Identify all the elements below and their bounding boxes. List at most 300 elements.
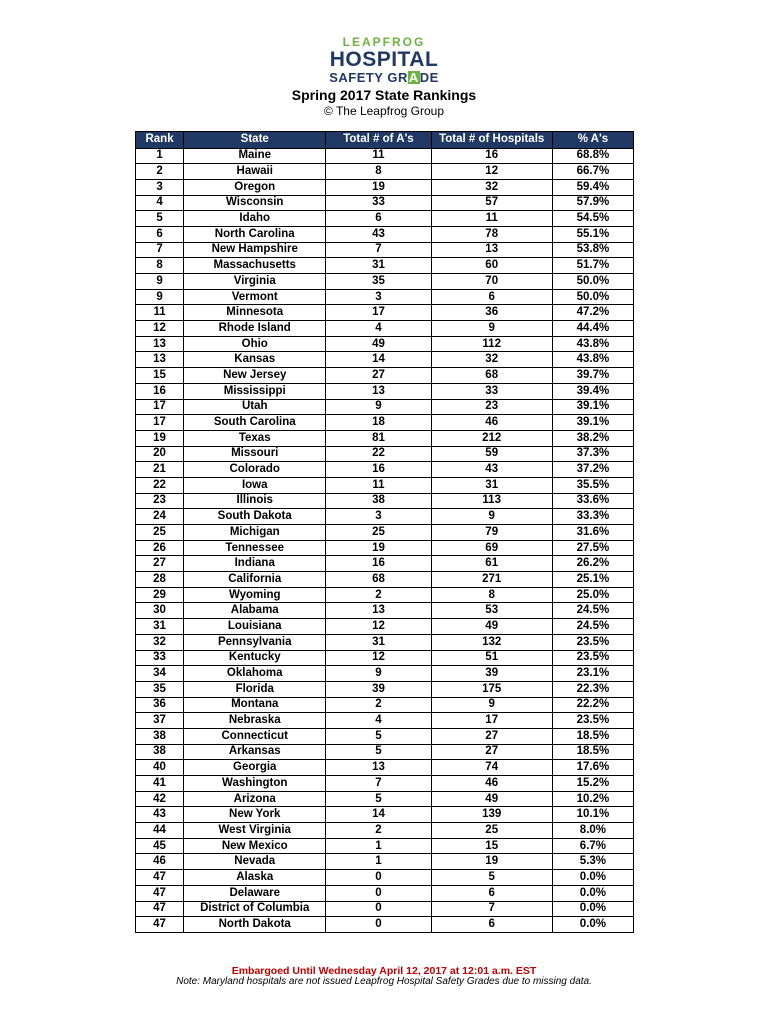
embargo-notice: Embargoed Until Wednesday April 12, 2017 at 12:01 a.m. EST xyxy=(231,965,537,977)
cell-total-hospitals: 53 xyxy=(431,603,552,619)
cell-state: North Dakota xyxy=(184,917,326,933)
leapfrog-logo xyxy=(0,36,768,85)
cell-total-hospitals: 49 xyxy=(431,791,552,807)
cell-total-hospitals: 61 xyxy=(431,556,552,572)
cell-total-as: 43 xyxy=(326,226,431,242)
table-row xyxy=(136,619,634,635)
table-row xyxy=(136,164,634,180)
cell-percent-as: 57.9% xyxy=(552,195,633,211)
cell-total-hospitals: 79 xyxy=(431,525,552,541)
table-row xyxy=(136,321,634,337)
cell-total-as: 11 xyxy=(326,148,431,164)
logo-safety-gr: SAFETY GR xyxy=(329,70,408,85)
table-row xyxy=(136,838,634,854)
table-row xyxy=(136,179,634,195)
cell-percent-as: 18.5% xyxy=(552,728,633,744)
cell-total-hospitals: 12 xyxy=(431,164,552,180)
header-total-hospitals: Total # of Hospitals xyxy=(431,132,552,149)
cell-state: Maine xyxy=(184,148,326,164)
cell-total-hospitals: 32 xyxy=(431,179,552,195)
cell-state: Arizona xyxy=(184,791,326,807)
cell-total-hospitals: 139 xyxy=(431,807,552,823)
cell-percent-as: 0.0% xyxy=(552,901,633,917)
cell-percent-as: 47.2% xyxy=(552,305,633,321)
cell-percent-as: 5.3% xyxy=(552,854,633,870)
cell-state: Missouri xyxy=(184,446,326,462)
cell-rank: 46 xyxy=(136,854,184,870)
table-row xyxy=(136,728,634,744)
table-row xyxy=(136,289,634,305)
cell-rank: 17 xyxy=(136,399,184,415)
cell-total-hospitals: 13 xyxy=(431,242,552,258)
cell-state: Illinois xyxy=(184,493,326,509)
cell-state: Idaho xyxy=(184,211,326,227)
table-row xyxy=(136,681,634,697)
cell-total-as: 18 xyxy=(326,415,431,431)
table-row xyxy=(136,211,634,227)
cell-total-as: 0 xyxy=(326,870,431,886)
cell-state: Rhode Island xyxy=(184,321,326,337)
cell-rank: 6 xyxy=(136,226,184,242)
cell-total-hospitals: 5 xyxy=(431,870,552,886)
cell-total-hospitals: 132 xyxy=(431,634,552,650)
cell-percent-as: 33.3% xyxy=(552,509,633,525)
cell-state: Michigan xyxy=(184,525,326,541)
cell-rank: 47 xyxy=(136,917,184,933)
cell-state: Oklahoma xyxy=(184,666,326,682)
cell-percent-as: 15.2% xyxy=(552,776,633,792)
cell-state: Louisiana xyxy=(184,619,326,635)
cell-rank: 43 xyxy=(136,807,184,823)
cell-state: Nebraska xyxy=(184,713,326,729)
table-row xyxy=(136,823,634,839)
cell-total-hospitals: 112 xyxy=(431,336,552,352)
cell-total-as: 22 xyxy=(326,446,431,462)
cell-total-as: 1 xyxy=(326,838,431,854)
cell-total-hospitals: 9 xyxy=(431,697,552,713)
cell-total-hospitals: 49 xyxy=(431,619,552,635)
cell-total-hospitals: 6 xyxy=(431,289,552,305)
cell-total-as: 27 xyxy=(326,368,431,384)
cell-rank: 25 xyxy=(136,525,184,541)
cell-percent-as: 18.5% xyxy=(552,744,633,760)
cell-total-hospitals: 57 xyxy=(431,195,552,211)
cell-total-as: 4 xyxy=(326,713,431,729)
cell-percent-as: 53.8% xyxy=(552,242,633,258)
table-row xyxy=(136,430,634,446)
cell-percent-as: 66.7% xyxy=(552,164,633,180)
cell-total-hospitals: 60 xyxy=(431,258,552,274)
logo-line-hospital: HOSPITAL xyxy=(329,48,439,71)
cell-state: Pennsylvania xyxy=(184,634,326,650)
cell-percent-as: 10.2% xyxy=(552,791,633,807)
cell-total-hospitals: 8 xyxy=(431,587,552,603)
cell-percent-as: 23.5% xyxy=(552,713,633,729)
table-row xyxy=(136,242,634,258)
table-row xyxy=(136,336,634,352)
cell-rank: 20 xyxy=(136,446,184,462)
cell-rank: 33 xyxy=(136,650,184,666)
cell-total-as: 12 xyxy=(326,619,431,635)
cell-rank: 1 xyxy=(136,148,184,164)
cell-rank: 35 xyxy=(136,681,184,697)
table-row xyxy=(136,195,634,211)
table-row xyxy=(136,493,634,509)
cell-total-as: 14 xyxy=(326,352,431,368)
cell-total-as: 0 xyxy=(326,917,431,933)
cell-rank: 38 xyxy=(136,728,184,744)
cell-total-hospitals: 16 xyxy=(431,148,552,164)
table-row xyxy=(136,854,634,870)
cell-total-hospitals: 70 xyxy=(431,274,552,290)
table-row xyxy=(136,446,634,462)
cell-rank: 27 xyxy=(136,556,184,572)
cell-rank: 34 xyxy=(136,666,184,682)
cell-total-as: 0 xyxy=(326,885,431,901)
table-body xyxy=(136,148,634,932)
cell-rank: 32 xyxy=(136,634,184,650)
cell-percent-as: 25.1% xyxy=(552,572,633,588)
cell-rank: 28 xyxy=(136,572,184,588)
cell-total-hospitals: 113 xyxy=(431,493,552,509)
cell-rank: 47 xyxy=(136,870,184,886)
cell-state: Alabama xyxy=(184,603,326,619)
table-row xyxy=(136,791,634,807)
cell-percent-as: 39.4% xyxy=(552,383,633,399)
table-row xyxy=(136,901,634,917)
table-row xyxy=(136,556,634,572)
cell-state: North Carolina xyxy=(184,226,326,242)
cell-total-hospitals: 46 xyxy=(431,415,552,431)
cell-rank: 36 xyxy=(136,697,184,713)
table-row xyxy=(136,305,634,321)
cell-percent-as: 39.1% xyxy=(552,415,633,431)
logo-line-safety-grade xyxy=(0,70,768,85)
cell-state: Indiana xyxy=(184,556,326,572)
cell-state: District of Columbia xyxy=(184,901,326,917)
cell-rank: 17 xyxy=(136,415,184,431)
cell-percent-as: 51.7% xyxy=(552,258,633,274)
cell-percent-as: 0.0% xyxy=(552,885,633,901)
cell-percent-as: 0.0% xyxy=(552,870,633,886)
cell-state: Oregon xyxy=(184,179,326,195)
cell-total-hospitals: 212 xyxy=(431,430,552,446)
cell-percent-as: 6.7% xyxy=(552,838,633,854)
cell-percent-as: 38.2% xyxy=(552,430,633,446)
cell-rank: 38 xyxy=(136,744,184,760)
cell-total-as: 31 xyxy=(326,258,431,274)
cell-percent-as: 26.2% xyxy=(552,556,633,572)
header-percent-as: % A's xyxy=(552,132,633,149)
cell-total-as: 16 xyxy=(326,462,431,478)
cell-total-hospitals: 19 xyxy=(431,854,552,870)
table-row xyxy=(136,477,634,493)
cell-rank: 22 xyxy=(136,477,184,493)
state-rankings-table xyxy=(135,131,634,933)
cell-state: New Hampshire xyxy=(184,242,326,258)
cell-state: Tennessee xyxy=(184,540,326,556)
table-row xyxy=(136,697,634,713)
cell-rank: 12 xyxy=(136,321,184,337)
cell-total-hospitals: 33 xyxy=(431,383,552,399)
cell-rank: 11 xyxy=(136,305,184,321)
cell-percent-as: 31.6% xyxy=(552,525,633,541)
cell-rank: 3 xyxy=(136,179,184,195)
footnote: Note: Maryland hospitals are not issued Leapfrog Hospital Safety Grades due to missing data. xyxy=(176,976,592,987)
table-row xyxy=(136,587,634,603)
table-row xyxy=(136,634,634,650)
cell-total-as: 13 xyxy=(326,383,431,399)
cell-total-hospitals: 39 xyxy=(431,666,552,682)
cell-total-as: 5 xyxy=(326,728,431,744)
copyright-line: © The Leapfrog Group xyxy=(323,104,445,118)
cell-total-hospitals: 25 xyxy=(431,823,552,839)
table-row xyxy=(136,870,634,886)
cell-state: Mississippi xyxy=(184,383,326,399)
cell-total-as: 39 xyxy=(326,681,431,697)
table-row xyxy=(136,540,634,556)
cell-total-hospitals: 11 xyxy=(431,211,552,227)
cell-total-hospitals: 9 xyxy=(431,321,552,337)
cell-rank: 15 xyxy=(136,368,184,384)
cell-total-as: 9 xyxy=(326,666,431,682)
cell-state: South Dakota xyxy=(184,509,326,525)
cell-rank: 2 xyxy=(136,164,184,180)
table-row xyxy=(136,258,634,274)
cell-total-hospitals: 175 xyxy=(431,681,552,697)
cell-total-hospitals: 46 xyxy=(431,776,552,792)
cell-percent-as: 23.5% xyxy=(552,650,633,666)
cell-percent-as: 8.0% xyxy=(552,823,633,839)
header-total-as: Total # of A's xyxy=(326,132,431,149)
table-row xyxy=(136,274,634,290)
cell-total-hospitals: 43 xyxy=(431,462,552,478)
cell-percent-as: 43.8% xyxy=(552,352,633,368)
cell-percent-as: 25.0% xyxy=(552,587,633,603)
table-row xyxy=(136,148,634,164)
cell-state: Vermont xyxy=(184,289,326,305)
cell-state: Colorado xyxy=(184,462,326,478)
cell-rank: 9 xyxy=(136,289,184,305)
cell-state: California xyxy=(184,572,326,588)
logo-grade-a-icon: A xyxy=(408,70,419,85)
cell-percent-as: 43.8% xyxy=(552,336,633,352)
cell-state: Georgia xyxy=(184,760,326,776)
table-row xyxy=(136,666,634,682)
cell-percent-as: 27.5% xyxy=(552,540,633,556)
cell-total-as: 5 xyxy=(326,744,431,760)
cell-percent-as: 39.7% xyxy=(552,368,633,384)
cell-state: Iowa xyxy=(184,477,326,493)
cell-total-as: 38 xyxy=(326,493,431,509)
cell-total-as: 68 xyxy=(326,572,431,588)
cell-percent-as: 10.1% xyxy=(552,807,633,823)
cell-rank: 29 xyxy=(136,587,184,603)
cell-total-as: 9 xyxy=(326,399,431,415)
cell-total-hospitals: 51 xyxy=(431,650,552,666)
cell-total-as: 4 xyxy=(326,321,431,337)
cell-state: Texas xyxy=(184,430,326,446)
cell-rank: 24 xyxy=(136,509,184,525)
cell-rank: 44 xyxy=(136,823,184,839)
cell-total-as: 0 xyxy=(326,901,431,917)
cell-rank: 47 xyxy=(136,885,184,901)
cell-rank: 13 xyxy=(136,336,184,352)
cell-state: South Carolina xyxy=(184,415,326,431)
cell-rank: 45 xyxy=(136,838,184,854)
cell-total-as: 81 xyxy=(326,430,431,446)
cell-percent-as: 39.1% xyxy=(552,399,633,415)
cell-rank: 30 xyxy=(136,603,184,619)
table-row xyxy=(136,226,634,242)
cell-percent-as: 17.6% xyxy=(552,760,633,776)
cell-total-as: 3 xyxy=(326,509,431,525)
cell-rank: 37 xyxy=(136,713,184,729)
cell-state: New Jersey xyxy=(184,368,326,384)
cell-state: Hawaii xyxy=(184,164,326,180)
header-rank: Rank xyxy=(136,132,184,149)
cell-state: Arkansas xyxy=(184,744,326,760)
cell-total-hospitals: 7 xyxy=(431,901,552,917)
cell-total-hospitals: 69 xyxy=(431,540,552,556)
cell-state: Connecticut xyxy=(184,728,326,744)
cell-total-as: 8 xyxy=(326,164,431,180)
cell-rank: 23 xyxy=(136,493,184,509)
cell-total-as: 1 xyxy=(326,854,431,870)
cell-total-hospitals: 17 xyxy=(431,713,552,729)
table-row xyxy=(136,744,634,760)
cell-total-hospitals: 27 xyxy=(431,744,552,760)
cell-rank: 47 xyxy=(136,901,184,917)
cell-percent-as: 23.1% xyxy=(552,666,633,682)
cell-percent-as: 68.8% xyxy=(552,148,633,164)
cell-total-hospitals: 23 xyxy=(431,399,552,415)
cell-rank: 40 xyxy=(136,760,184,776)
table-row xyxy=(136,776,634,792)
cell-total-as: 3 xyxy=(326,289,431,305)
table-row xyxy=(136,917,634,933)
cell-percent-as: 50.0% xyxy=(552,289,633,305)
cell-total-as: 7 xyxy=(326,776,431,792)
cell-percent-as: 22.2% xyxy=(552,697,633,713)
cell-state: Delaware xyxy=(184,885,326,901)
header-state: State xyxy=(184,132,326,149)
cell-percent-as: 22.3% xyxy=(552,681,633,697)
table-row xyxy=(136,807,634,823)
cell-total-hospitals: 9 xyxy=(431,509,552,525)
cell-rank: 42 xyxy=(136,791,184,807)
cell-rank: 31 xyxy=(136,619,184,635)
cell-rank: 19 xyxy=(136,430,184,446)
cell-percent-as: 37.3% xyxy=(552,446,633,462)
cell-percent-as: 59.4% xyxy=(552,179,633,195)
table-row xyxy=(136,509,634,525)
cell-percent-as: 54.5% xyxy=(552,211,633,227)
cell-total-hospitals: 271 xyxy=(431,572,552,588)
cell-state: Kentucky xyxy=(184,650,326,666)
cell-total-as: 2 xyxy=(326,823,431,839)
table-row xyxy=(136,352,634,368)
table-row xyxy=(136,383,634,399)
cell-state: Washington xyxy=(184,776,326,792)
cell-total-as: 16 xyxy=(326,556,431,572)
cell-total-as: 11 xyxy=(326,477,431,493)
cell-rank: 5 xyxy=(136,211,184,227)
cell-total-hospitals: 31 xyxy=(431,477,552,493)
cell-percent-as: 37.2% xyxy=(552,462,633,478)
logo-line-leapfrog: LEAPFROG xyxy=(342,35,426,49)
cell-state: Nevada xyxy=(184,854,326,870)
cell-state: Kansas xyxy=(184,352,326,368)
page-title: Spring 2017 State Rankings xyxy=(291,87,477,103)
cell-total-as: 2 xyxy=(326,697,431,713)
logo-de: DE xyxy=(419,70,439,85)
cell-rank: 41 xyxy=(136,776,184,792)
cell-state: Wyoming xyxy=(184,587,326,603)
cell-state: Utah xyxy=(184,399,326,415)
cell-percent-as: 55.1% xyxy=(552,226,633,242)
cell-total-as: 2 xyxy=(326,587,431,603)
table-row xyxy=(136,415,634,431)
cell-total-hospitals: 68 xyxy=(431,368,552,384)
cell-state: New Mexico xyxy=(184,838,326,854)
cell-total-as: 12 xyxy=(326,650,431,666)
cell-rank: 21 xyxy=(136,462,184,478)
cell-total-hospitals: 74 xyxy=(431,760,552,776)
cell-state: New York xyxy=(184,807,326,823)
cell-total-as: 49 xyxy=(326,336,431,352)
cell-total-hospitals: 15 xyxy=(431,838,552,854)
cell-rank: 4 xyxy=(136,195,184,211)
cell-percent-as: 35.5% xyxy=(552,477,633,493)
table-row xyxy=(136,572,634,588)
table-row xyxy=(136,525,634,541)
cell-total-as: 19 xyxy=(326,179,431,195)
cell-percent-as: 0.0% xyxy=(552,917,633,933)
cell-percent-as: 33.6% xyxy=(552,493,633,509)
cell-total-as: 19 xyxy=(326,540,431,556)
cell-total-as: 25 xyxy=(326,525,431,541)
cell-total-as: 7 xyxy=(326,242,431,258)
cell-total-hospitals: 6 xyxy=(431,917,552,933)
table-header-row xyxy=(136,132,634,149)
cell-percent-as: 24.5% xyxy=(552,603,633,619)
cell-total-hospitals: 6 xyxy=(431,885,552,901)
cell-state: Ohio xyxy=(184,336,326,352)
table-row xyxy=(136,368,634,384)
cell-percent-as: 24.5% xyxy=(552,619,633,635)
cell-state: West Virginia xyxy=(184,823,326,839)
table-row xyxy=(136,603,634,619)
cell-total-as: 13 xyxy=(326,760,431,776)
cell-state: Florida xyxy=(184,681,326,697)
table-row xyxy=(136,462,634,478)
cell-total-hospitals: 27 xyxy=(431,728,552,744)
table-row xyxy=(136,713,634,729)
cell-total-as: 13 xyxy=(326,603,431,619)
cell-state: Massachusetts xyxy=(184,258,326,274)
cell-total-as: 17 xyxy=(326,305,431,321)
table-row xyxy=(136,885,634,901)
cell-percent-as: 23.5% xyxy=(552,634,633,650)
cell-state: Alaska xyxy=(184,870,326,886)
cell-state: Montana xyxy=(184,697,326,713)
cell-total-as: 33 xyxy=(326,195,431,211)
cell-rank: 9 xyxy=(136,274,184,290)
cell-state: Virginia xyxy=(184,274,326,290)
cell-total-as: 5 xyxy=(326,791,431,807)
table-row xyxy=(136,650,634,666)
